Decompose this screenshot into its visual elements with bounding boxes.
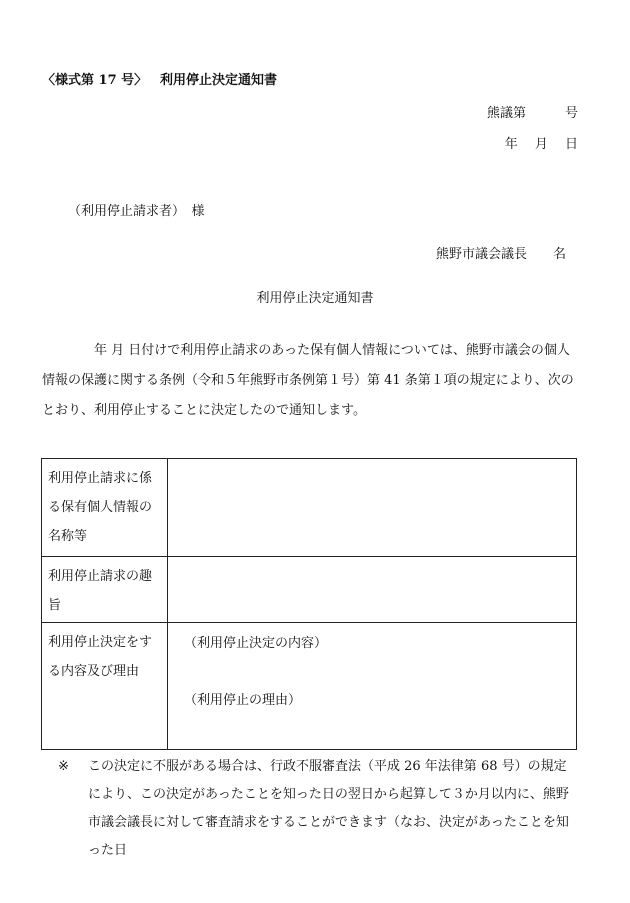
row-content-request-purpose (168, 557, 577, 623)
table-row (42, 459, 577, 557)
row-content-decision-reason (168, 623, 577, 750)
decision-reason-label: （利用停止の理由） (184, 693, 302, 708)
document-number: 熊議第 号 (486, 106, 578, 121)
recipient-name: （利用停止請求者） 様 (68, 204, 205, 219)
appeal-note (58, 753, 578, 865)
table-row (42, 557, 577, 623)
note-text: この決定に不服がある場合は、行政不服審査法（平成 26 年法律第 68 号）の規定により、この決定があったことを知った日の翌日から起算して３か月以内に、熊野市議会議長に対して審査請求をすることができます（なお、決定があったことを知った日 (88, 759, 569, 858)
row-label-decision-reason: 利用停止決定をする内容及び理由 (42, 623, 168, 750)
form-title: 利用停止決定通知書 (160, 73, 278, 88)
details-table (41, 458, 577, 750)
row-content-target-info (168, 459, 577, 557)
note-mark: ※ (58, 759, 69, 774)
sender-name: 熊野市議会議長 名 (435, 247, 566, 262)
body-paragraph: 年 月 日付けで利用停止請求のあった保有個人情報については、熊野市議会の個人情報の保護に関する条例（令和５年熊野市条例第１号）第 41 条第１項の規定により、次のとおり、利用停止することに決定したので通知します。 (42, 343, 574, 418)
decision-content-label: （利用停止決定の内容） (184, 636, 328, 651)
row-label-request-purpose: 利用停止請求の趣旨 (42, 557, 168, 623)
row-label-target-info: 利用停止請求に係る保有個人情報の名称等 (42, 459, 168, 557)
table-row (42, 623, 577, 750)
document-date: 年 月 日 (504, 137, 578, 152)
form-number-label: 〈様式第 17 号〉 (42, 73, 148, 88)
document-heading: 利用停止決定通知書 (256, 291, 374, 306)
